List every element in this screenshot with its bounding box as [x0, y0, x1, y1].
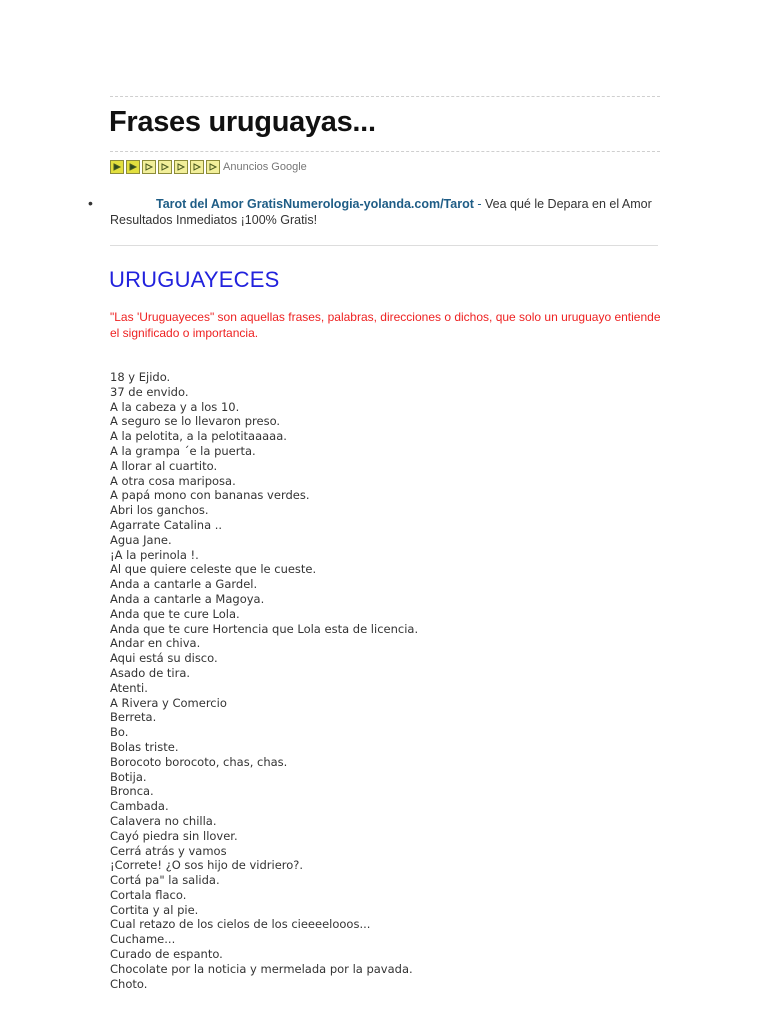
phrase-item: Bolas triste.	[110, 739, 179, 754]
phrase-item: A otra cosa mariposa.	[110, 473, 236, 488]
phrase-item: Cerrá atrás y vamos	[110, 843, 227, 858]
rating-star-icon[interactable]	[174, 160, 188, 174]
rating-star-icon[interactable]	[206, 160, 220, 174]
rating-star-icon[interactable]	[190, 160, 204, 174]
phrase-item: Curado de espanto.	[110, 947, 223, 962]
rating-star-icon[interactable]	[142, 160, 156, 174]
section-heading: URUGUAYECES	[109, 267, 280, 292]
phrase-item: Calavera no chilla.	[110, 813, 217, 828]
phrase-item: Botija.	[110, 769, 147, 784]
phrase-item: Chocolate por la noticia y mermelada por la pavada.	[110, 961, 413, 976]
ad-description: Vea qué le Depara en el Amor Resultados Inmediatos ¡100% Gratis!	[110, 197, 652, 227]
phrase-item: Anda que te cure Lola.	[110, 606, 240, 621]
phrase-item: A la grampa ´e la puerta.	[110, 443, 256, 458]
phrase-item: 18 y Ejido.	[110, 370, 171, 384]
title-divider	[110, 151, 660, 152]
phrase-item: Cortala flaco.	[110, 887, 187, 902]
rating-row	[110, 159, 307, 175]
ad-divider	[110, 245, 658, 246]
phrase-item: A papá mono con bananas verdes.	[110, 488, 310, 503]
ads-google-label: Anuncios Google	[223, 161, 307, 173]
rating-stars[interactable]	[110, 160, 222, 174]
phrase-item: Borocoto borocoto, chas, chas.	[110, 754, 288, 769]
phrase-item: Berreta.	[110, 710, 157, 725]
phrase-item: A llorar al cuartito.	[110, 458, 218, 473]
phrase-item: ¡Correte! ¿O sos hijo de vidriero?.	[110, 858, 304, 873]
intro-text: "Las 'Uruguayeces" son aquellas frases, palabras, direcciones o dichos, que solo un uruguayo entiende el significado o importancia.	[110, 310, 661, 340]
phrase-item: A la cabeza y a los 10.	[110, 399, 240, 414]
phrase-item: Cortá pa" la salida.	[110, 873, 220, 888]
phrase-item: Cayó piedra sin llover.	[110, 828, 238, 843]
phrase-item: Bo.	[110, 725, 129, 740]
phrase-item: Anda a cantarle a Gardel.	[110, 577, 258, 592]
phrase-item: Choto.	[110, 976, 148, 991]
ad-separator: -	[473, 197, 485, 211]
top-divider	[110, 96, 660, 97]
phrase-item: Agua Jane.	[110, 532, 172, 547]
phrase-item: Cortita y al pie.	[110, 902, 199, 917]
phrase-item: A seguro se lo llevaron preso.	[110, 414, 281, 429]
phrase-list	[110, 370, 418, 991]
phrase-item: Cambada.	[110, 799, 169, 814]
rating-star-icon[interactable]	[110, 160, 124, 174]
phrase-item: Anda que te cure Hortencia que Lola esta de licencia.	[110, 621, 419, 636]
ad-link[interactable]: Tarot del Amor GratisNumerologia-yolanda.com/Tarot	[156, 197, 474, 211]
phrase-item: A la pelotita, a la pelotitaaaaa.	[110, 429, 287, 444]
phrase-item: Cuchame...	[110, 932, 176, 947]
phrase-item: Asado de tira.	[110, 665, 191, 680]
phrase-item: Atenti.	[110, 680, 148, 695]
phrase-item: Aqui está su disco.	[110, 651, 218, 666]
rating-star-icon[interactable]	[126, 160, 140, 174]
phrase-item: Al que quiere celeste que le cueste.	[110, 562, 317, 577]
phrase-item: Agarrate Catalina ..	[110, 517, 223, 532]
phrase-item: ¡A la perinola !.	[110, 547, 199, 562]
phrase-item: A Rivera y Comercio	[110, 695, 227, 710]
page-title: Frases uruguayas...	[109, 106, 376, 138]
phrase-item: Anda a cantarle a Magoya.	[110, 591, 265, 606]
ad-item	[88, 195, 660, 228]
phrase-item: Andar en chiva.	[110, 636, 201, 651]
bullet-icon: •	[88, 195, 93, 211]
phrase-item: Abri los ganchos.	[110, 503, 209, 518]
phrase-item: 37 de envido.	[110, 384, 189, 399]
phrase-item: Cual retazo de los cielos de los cieeeelooos...	[110, 917, 371, 932]
rating-star-icon[interactable]	[158, 160, 172, 174]
phrase-item: Bronca.	[110, 784, 154, 799]
